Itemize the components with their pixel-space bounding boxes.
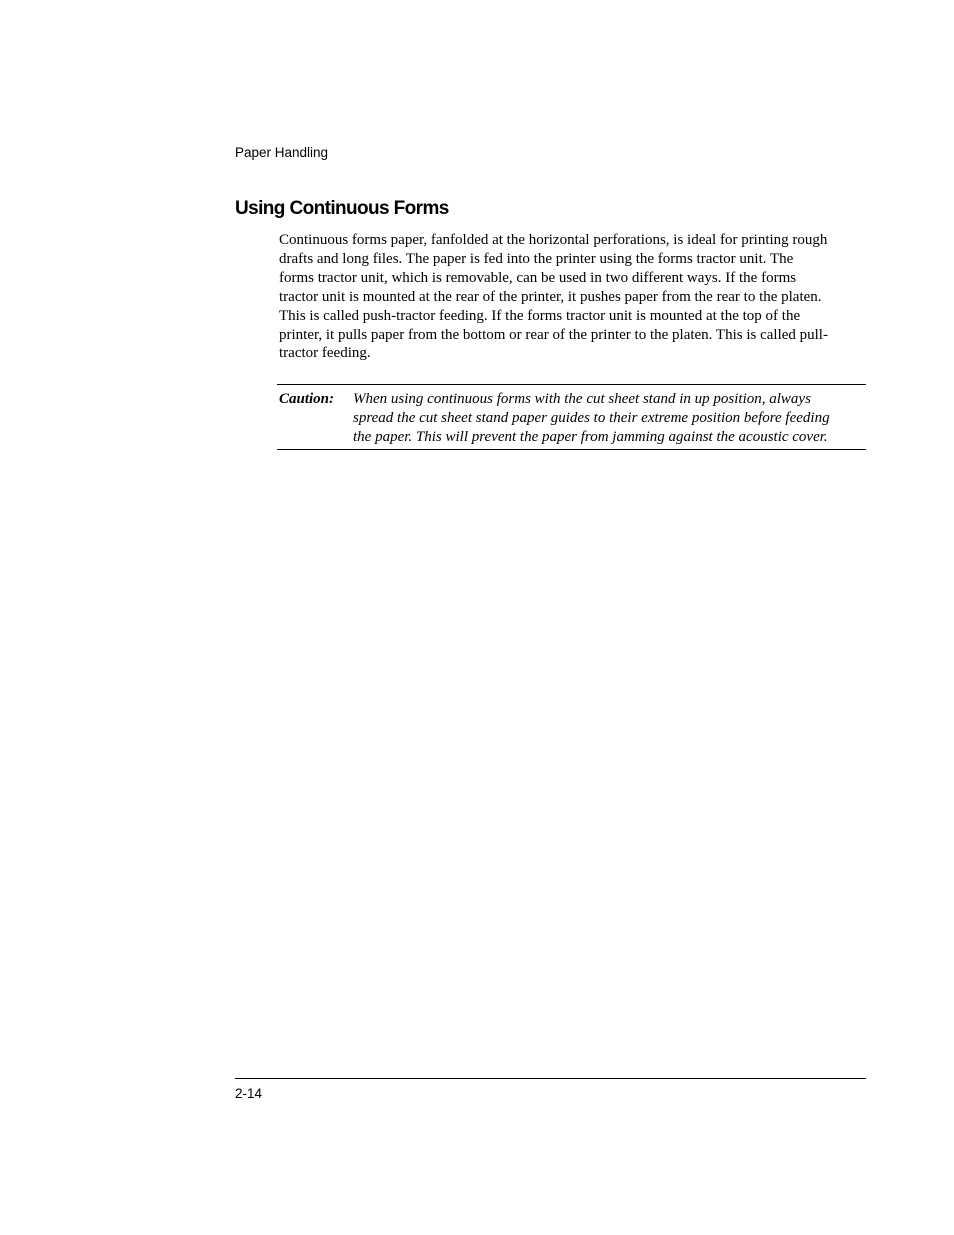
paragraph-line: tractor feeding. — [279, 345, 371, 362]
caution-line: When using continuous forms with the cut sheet stand in up position, always — [353, 391, 811, 407]
caution-line: spread the cut sheet stand paper guides to their extreme position before feeding — [353, 409, 830, 426]
section-title: Using Continuous Forms — [235, 198, 449, 219]
caution-line: the paper. This will prevent the paper from jamming against the acoustic cover. — [353, 428, 828, 445]
page-number: 2-14 — [235, 1086, 263, 1101]
body-paragraph — [279, 231, 869, 363]
paragraph-line: printer, it pulls paper from the bottom or rear of the printer to the platen. This is called pull- — [279, 326, 828, 343]
paragraph-line: This is called push-tractor feeding. If the forms tractor unit is mounted at the top of the — [279, 307, 801, 324]
paragraph-line: drafts and long files. The paper is fed into the printer using the forms tractor unit. The — [279, 250, 794, 267]
caution-label: Caution: — [279, 391, 335, 407]
running-header: Paper Handling — [235, 145, 329, 160]
paragraph-line: forms tractor unit, which is removable, can be used in two different ways. If the forms — [279, 269, 797, 286]
paragraph-line: Continuous forms paper, fanfolded at the horizontal perforations, is ideal for printing rough — [279, 232, 828, 248]
footer-rule — [235, 1078, 866, 1079]
caution-text — [353, 390, 865, 447]
paragraph-line: tractor unit is mounted at the rear of the printer, it pushes paper from the rear to the platen. — [279, 288, 822, 305]
caution-note — [277, 384, 866, 450]
